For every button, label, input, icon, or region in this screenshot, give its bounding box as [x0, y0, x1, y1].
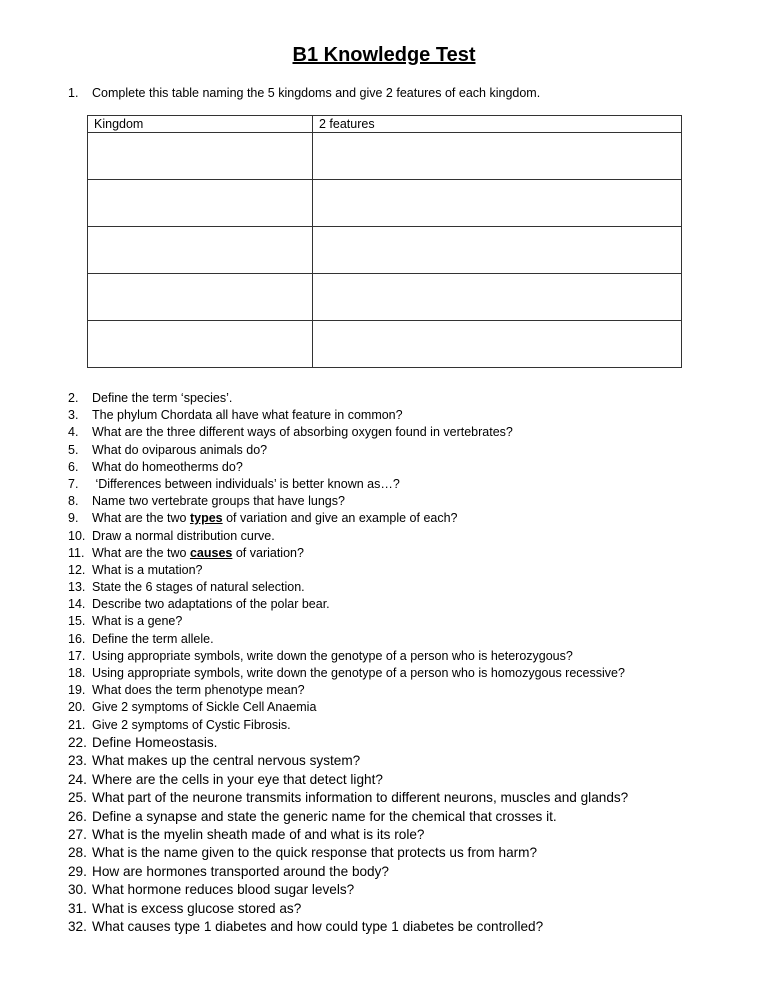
- features-answer-cell[interactable]: [313, 133, 682, 180]
- table-row: [88, 321, 682, 368]
- question-item: [68, 390, 628, 407]
- features-answer-cell[interactable]: [313, 321, 682, 368]
- question-number: 19.: [68, 683, 86, 698]
- question-item: [68, 528, 628, 545]
- question-item: [68, 424, 628, 441]
- question-number: 12.: [68, 562, 86, 577]
- question-item: [68, 844, 628, 862]
- question-item: [68, 808, 628, 826]
- question-item: [68, 562, 628, 579]
- question-text: Give 2 symptoms of Sickle Cell Anaemia: [92, 700, 317, 715]
- question-text: Where are the cells in your eye that detect light?: [92, 771, 383, 787]
- kingdom-answer-cell[interactable]: [88, 321, 313, 368]
- question-item: [68, 771, 628, 789]
- table-row: [88, 133, 682, 180]
- question-number: 3.: [68, 408, 79, 423]
- question-text: State the 6 stages of natural selection.: [92, 580, 305, 595]
- question-text: What does the term phenotype mean?: [92, 683, 305, 698]
- question-text: What is excess glucose stored as?: [92, 900, 302, 916]
- question-number: 24.: [68, 771, 87, 787]
- features-answer-cell[interactable]: [313, 227, 682, 274]
- question-item: [68, 442, 628, 459]
- question-number: 21.: [68, 717, 86, 732]
- question-number: 5.: [68, 442, 79, 457]
- question-item: [68, 699, 628, 716]
- table-body: [88, 133, 682, 368]
- question-text: What hormone reduces blood sugar levels?: [92, 882, 355, 898]
- question-text: Using appropriate symbols, write down the genotype of a person who is heterozygous?: [92, 648, 573, 663]
- question-number: 14.: [68, 597, 86, 612]
- page-title: B1 Knowledge Test: [292, 44, 476, 66]
- question-text: What causes type 1 diabetes and how could type 1 diabetes be controlled?: [92, 919, 544, 935]
- question-number: 32.: [68, 919, 87, 935]
- question-item: [68, 918, 628, 936]
- question-number: 15.: [68, 614, 86, 629]
- question-number: 6.: [68, 459, 79, 474]
- question-number: 1.: [68, 86, 79, 100]
- question-number: 26.: [68, 808, 87, 824]
- kingdom-answer-cell[interactable]: [88, 180, 313, 227]
- question-item: [68, 545, 628, 562]
- question-item: [68, 510, 628, 527]
- question-item: [68, 734, 628, 752]
- question-item: [68, 752, 628, 770]
- question-item: [68, 863, 628, 881]
- question-number: 22.: [68, 734, 87, 750]
- question-item: [68, 459, 628, 476]
- question-item: [68, 579, 628, 596]
- question-text: What part of the neurone transmits information to different neurons, muscles and glands?: [92, 790, 629, 806]
- kingdom-answer-cell[interactable]: [88, 274, 313, 321]
- question-text: Using appropriate symbols, write down the genotype of a person who is homozygous recessive?: [92, 666, 625, 680]
- kingdom-column-header: Kingdom: [88, 116, 313, 133]
- question-text: Define Homeostasis.: [92, 734, 218, 750]
- question-number: 4.: [68, 425, 79, 440]
- question-item: [68, 900, 628, 918]
- question-number: 23.: [68, 753, 87, 769]
- emphasized-term: types: [189, 511, 223, 526]
- question-item: [68, 407, 628, 424]
- question-number: 31.: [68, 900, 87, 916]
- question-item: [68, 613, 628, 630]
- question-text: How are hormones transported around the body?: [92, 863, 389, 879]
- question-text: of variation and give an example of each?: [222, 511, 458, 526]
- question-text: What are the two: [92, 511, 190, 526]
- table-header-row: [88, 116, 682, 133]
- features-answer-cell[interactable]: [313, 180, 682, 227]
- question-text: What makes up the central nervous system?: [92, 753, 361, 769]
- kingdom-answer-cell[interactable]: [88, 133, 313, 180]
- question-list: [68, 390, 628, 937]
- question-number: 9.: [68, 511, 79, 526]
- question-number: 17.: [68, 648, 86, 663]
- question-text: Give 2 symptoms of Cystic Fibrosis.: [92, 717, 291, 732]
- question-item: [68, 717, 628, 734]
- question-item: [68, 493, 628, 510]
- question-text: Define a synapse and state the generic name for the chemical that crosses it.: [92, 808, 557, 824]
- question-number: 28.: [68, 845, 87, 861]
- question-number: 25.: [68, 790, 87, 806]
- features-answer-cell[interactable]: [313, 274, 682, 321]
- question-number: 16.: [68, 631, 86, 646]
- question-text: What is the myelin sheath made of and what is its role?: [92, 826, 425, 842]
- table-row: [88, 274, 682, 321]
- question-number: 11.: [68, 545, 85, 560]
- question-item: [68, 596, 628, 613]
- question-item: [68, 789, 628, 807]
- question-text: What is the name given to the quick response that protects us from harm?: [92, 845, 538, 861]
- question-text: What are the three different ways of absorbing oxygen found in vertebrates?: [92, 425, 513, 440]
- question-text: What is a gene?: [92, 614, 183, 629]
- question-text: Describe two adaptations of the polar bear.: [92, 597, 330, 612]
- question-text: Name two vertebrate groups that have lungs?: [92, 494, 345, 509]
- question-number: 30.: [68, 882, 87, 898]
- question-item: [68, 826, 628, 844]
- question-text: Define the term allele.: [92, 631, 214, 646]
- question-number: 13.: [68, 580, 86, 595]
- question-1: [68, 86, 540, 100]
- question-item: [68, 682, 628, 699]
- question-number: 20.: [68, 700, 86, 715]
- table-row: [88, 227, 682, 274]
- question-text: Draw a normal distribution curve.: [92, 528, 275, 543]
- question-item: [68, 665, 628, 682]
- question-text: What is a mutation?: [92, 562, 203, 577]
- question-item: [68, 648, 628, 665]
- question-number: 18.: [68, 666, 86, 680]
- question-number: 27.: [68, 826, 87, 842]
- emphasized-term: causes: [189, 545, 233, 560]
- question-text: What do homeotherms do?: [92, 459, 243, 474]
- kingdom-answer-cell[interactable]: [88, 227, 313, 274]
- question-number: 2.: [68, 391, 79, 405]
- question-number: 10.: [68, 528, 86, 543]
- question-text: ‘Differences between individuals’ is better known as…?: [92, 476, 400, 491]
- question-number: 8.: [68, 494, 79, 509]
- question-item: [68, 476, 628, 493]
- features-column-header: 2 features: [313, 116, 682, 133]
- question-item: [68, 881, 628, 899]
- question-text: of variation?: [232, 545, 304, 560]
- table-row: [88, 180, 682, 227]
- question-text: Complete this table naming the 5 kingdoms and give 2 features of each kingdom.: [92, 86, 541, 100]
- question-number: 29.: [68, 863, 87, 879]
- kingdom-table: [87, 115, 682, 368]
- question-text: What do oviparous animals do?: [92, 442, 268, 457]
- question-text: The phylum Chordata all have what feature in common?: [92, 408, 403, 423]
- question-number: 7.: [68, 476, 79, 491]
- question-item: [68, 631, 628, 648]
- question-text: What are the two: [92, 545, 190, 560]
- question-text: Define the term ‘species’.: [92, 391, 233, 405]
